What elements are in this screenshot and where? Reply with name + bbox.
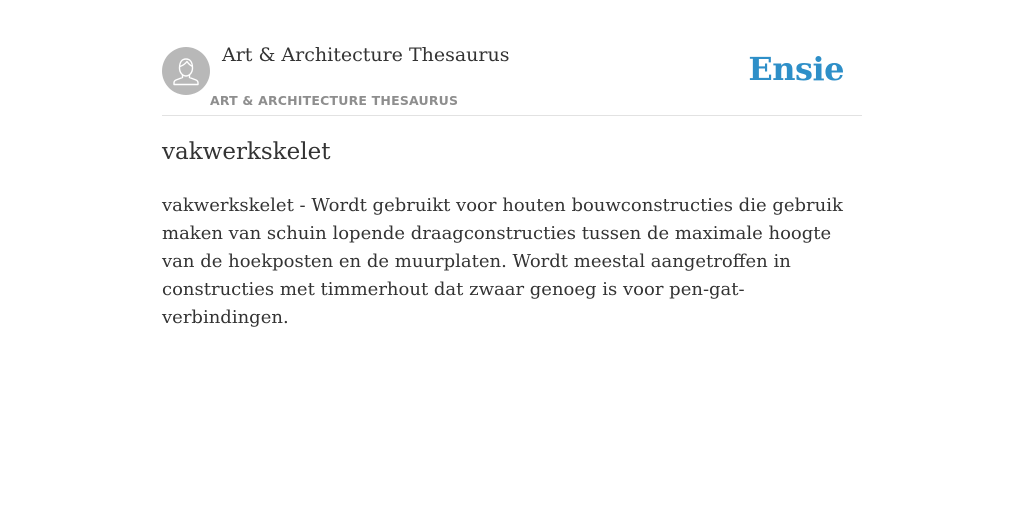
header	[162, 0, 862, 116]
brand-logo-link[interactable]: Ensie	[748, 50, 844, 88]
avatar[interactable]	[162, 47, 210, 95]
site-subtitle: ART & ARCHITECTURE THESAURUS	[210, 93, 459, 108]
user-icon	[162, 47, 210, 95]
definition-text: vakwerkskelet - Wordt gebruikt voor houten bouwconstructies die gebruik maken van schuin lopende draagconstructies tussen de maximale hoogte van de hoekposten en de muurplaten. Wordt meestal aangetroffen in constructies met timmerhout dat zwaar genoeg is voor pen-gat-verbindingen.	[162, 195, 843, 328]
site-title-link[interactable]: Art & Architecture Thesaurus	[222, 44, 510, 66]
page-title: vakwerkskelet	[162, 139, 331, 165]
